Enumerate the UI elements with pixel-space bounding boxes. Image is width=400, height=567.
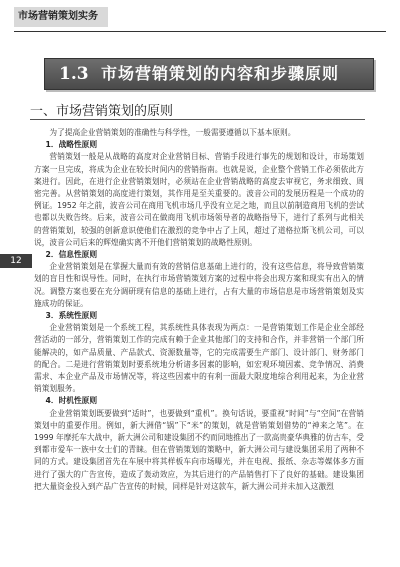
body-text [34, 127, 364, 493]
principle-heading: 4．时机性原则 [45, 396, 98, 406]
principle-paragraph: 企业营销策划既要做到“适时”，也要做到“重机”。换句话说，要重视“时间”与“空间”在营销策划中的重要作用。例如，新大洲借“锅”下“米”的策划，就是营销策划借势的“神来之笔”。在 1999 年摩托车大战中，新大洲公司和建设集团不约而同地推出了一款高贵豪华典雅的仿古车，受到都市爱车一族中女士们的青睐。但在营销策划的策略中，新大洲公司与建设集团采用了两种不同的方式。建设集团首先在车展中将其样板车向市场曝光，并在电视、报纸、杂志等媒体多方面进行了强大的广告宣传，造成了轰动效应，为其后进行的产品销售打下了良好的基础。建设集团把大量资金投入到产品广告宣传的时候，同样是针对这款车，新大洲公司并未加入这激烈 [34, 408, 364, 491]
principle-paragraph: 营销策划一般是从战略的高度对企业营销目标、营销手段进行事先的规划和设计，市场策划方案一旦完成，将成为企业在较长时间内的营销指南。也就是说，企业整个营销工作必须依此方案进行。因此，在进行企业营销策划时，必须站在企业营销战略的高度去审视它，务求细致、周密完善。从营销策划的高度进行策划，其作用是至关重要的。波音公司的发展历程是一个成功的例证。1952 年之前，波音公司在商用飞机市场几乎没有立足之地，而且以前制造商用飞机的尝试也都以失败告终。后来，波音公司在做商用飞机市场领导者的战略指导下，进行了系列与此相关的营销策划，较强的创新意识使他们在激烈的竞争中占了上风，超过了道格拉斯飞机公司，可以说，波音公司后来的辉煌确实离不开他们营销策划的战略性原则。 [34, 152, 364, 247]
intro-paragraph: 为了提高企业营销策划的准确性与科学性，一般需要遵循以下基本原则。 [49, 128, 296, 137]
subsection-title: 一、市场营销策划的原则 [30, 104, 174, 119]
section-banner [44, 58, 374, 90]
subsection-divider [30, 119, 365, 120]
section-title: 市场营销策划的内容和步骤原则 [101, 64, 340, 83]
principle-heading: 1．战略性原则 [45, 140, 98, 150]
section-number: 1.3 [59, 64, 89, 84]
page-number: 12 [0, 254, 32, 268]
principle-heading: 3．系统性原则 [45, 311, 98, 321]
running-header [14, 5, 386, 32]
book-title: 市场营销策划实务 [14, 7, 108, 27]
principle-heading: 2．信息性原则 [45, 250, 98, 260]
principle-paragraph: 企业营销策划是在掌握大量而有效的营销信息基础上进行的，没有这些信息，将导致营销策划的盲目性和误导性。同时，在执行市场营销策划方案的过程中将会出现方案和现实有出入的情况。调整方案也要在充分调研现有信息的基础上进行，占有大量的市场信息是市场营销策划及实施成功的保证。 [34, 262, 364, 308]
principle-paragraph: 企业营销策划是一个系统工程，其系统性具体表现为两点：一是营销策划工作是企业全部经营活动的一部分，营销策划工作的完成有赖于企业其他部门的支持和合作，并非营销一个部门所能解决的，如产品质量、产品款式、资源数量等，它的完成需要生产部门、设计部门、财务部门的配合。二是进行营销策划时要系统地分析诸多因素的影响，如宏观环境因素、竞争情况、消费需求、本企业产品及市场情况等，将这些因素中的有利一面最大限度地综合利用起来，为企业营销策划服务。 [34, 323, 364, 394]
